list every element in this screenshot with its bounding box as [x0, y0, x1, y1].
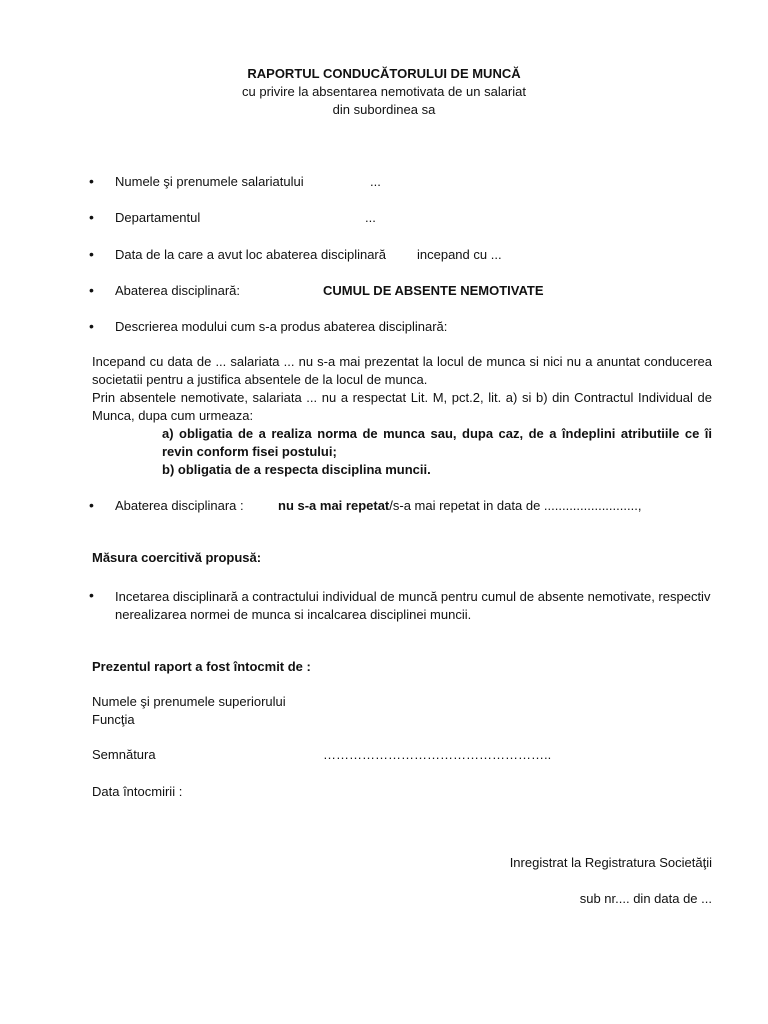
obligation-item-a: a) obligatia de a realiza norma de munca sau, dupa caz, de a îndeplini atributiile ce îi revin conform fisei postului; [162, 426, 712, 459]
field-department-value: ... [365, 210, 376, 225]
date-prepared-label: Data întocmirii : [92, 784, 183, 799]
bullet-icon: • [89, 282, 94, 298]
function-label: Funcţia [92, 712, 135, 727]
field-date-value: incepand cu ... [417, 247, 502, 262]
superior-name-label: Numele şi prenumele superiorului [92, 694, 286, 709]
signature-line: …………………………………………….. [323, 747, 552, 762]
field-description-label: Descrierea modului cum s-a produs abaterea disciplinară: [115, 319, 448, 334]
obligation-item-b: b) obligatia de a respecta disciplina muncii. [162, 462, 431, 477]
repeat-value-bold: nu s-a mai repetat [278, 498, 390, 513]
repeat-value [278, 498, 641, 513]
repeat-label: Abaterea disciplinara : [115, 498, 244, 513]
description-paragraph-2: Prin absentele nemotivate, salariata ... nu a respectat Lit. M, pct.2, lit. a) si b) din Contractul Individual de Munca, dupa cum urmeaza: [92, 390, 712, 423]
field-offense-value: CUMUL DE ABSENTE NEMOTIVATE [323, 283, 544, 298]
field-department-label: Departamentul [115, 210, 201, 225]
bullet-icon: • [89, 209, 94, 225]
prepared-by-heading: Prezentul raport a fost întocmit de : [92, 659, 311, 674]
bullet-icon: • [89, 318, 94, 334]
registration-number: sub nr.... din data de ... [579, 891, 712, 906]
registration-text: Inregistrat la Registratura Societăţii [509, 855, 712, 870]
field-date-label: Data de la care a avut loc abaterea disciplinară [115, 247, 386, 262]
bullet-icon: • [89, 587, 94, 603]
document-subtitle-2: din subordinea sa [332, 102, 436, 117]
description-paragraph-1: Incepand cu data de ... salariata ... nu s-a mai prezentat la locul de munca si nici nu a anuntat conducerea societatii pentru a justifica absentele de la locul de munca. [92, 354, 712, 387]
bullet-icon: • [89, 173, 94, 189]
field-offense-label: Abaterea disciplinară: [115, 283, 241, 298]
document-title: RAPORTUL CONDUCĂTORULUI DE MUNCĂ [247, 66, 521, 81]
signature-label: Semnătura [92, 747, 156, 762]
measure-heading: Măsura coercitivă propusă: [92, 550, 262, 565]
bullet-icon: • [89, 246, 94, 262]
field-employee-name-label: Numele şi prenumele salariatului [115, 174, 304, 189]
bullet-icon: • [89, 497, 94, 513]
measure-text: Incetarea disciplinară a contractului individual de muncă pentru cumul de absente nemotivate, respectiv nerealizarea normei de munca si incalcarea disciplinei muncii. [115, 589, 711, 622]
document-subtitle: cu privire la absentarea nemotivata de un salariat [242, 84, 526, 99]
field-employee-name-value: ... [370, 174, 381, 189]
repeat-value-rest: /s-a mai repetat in data de .........................., [389, 498, 642, 513]
